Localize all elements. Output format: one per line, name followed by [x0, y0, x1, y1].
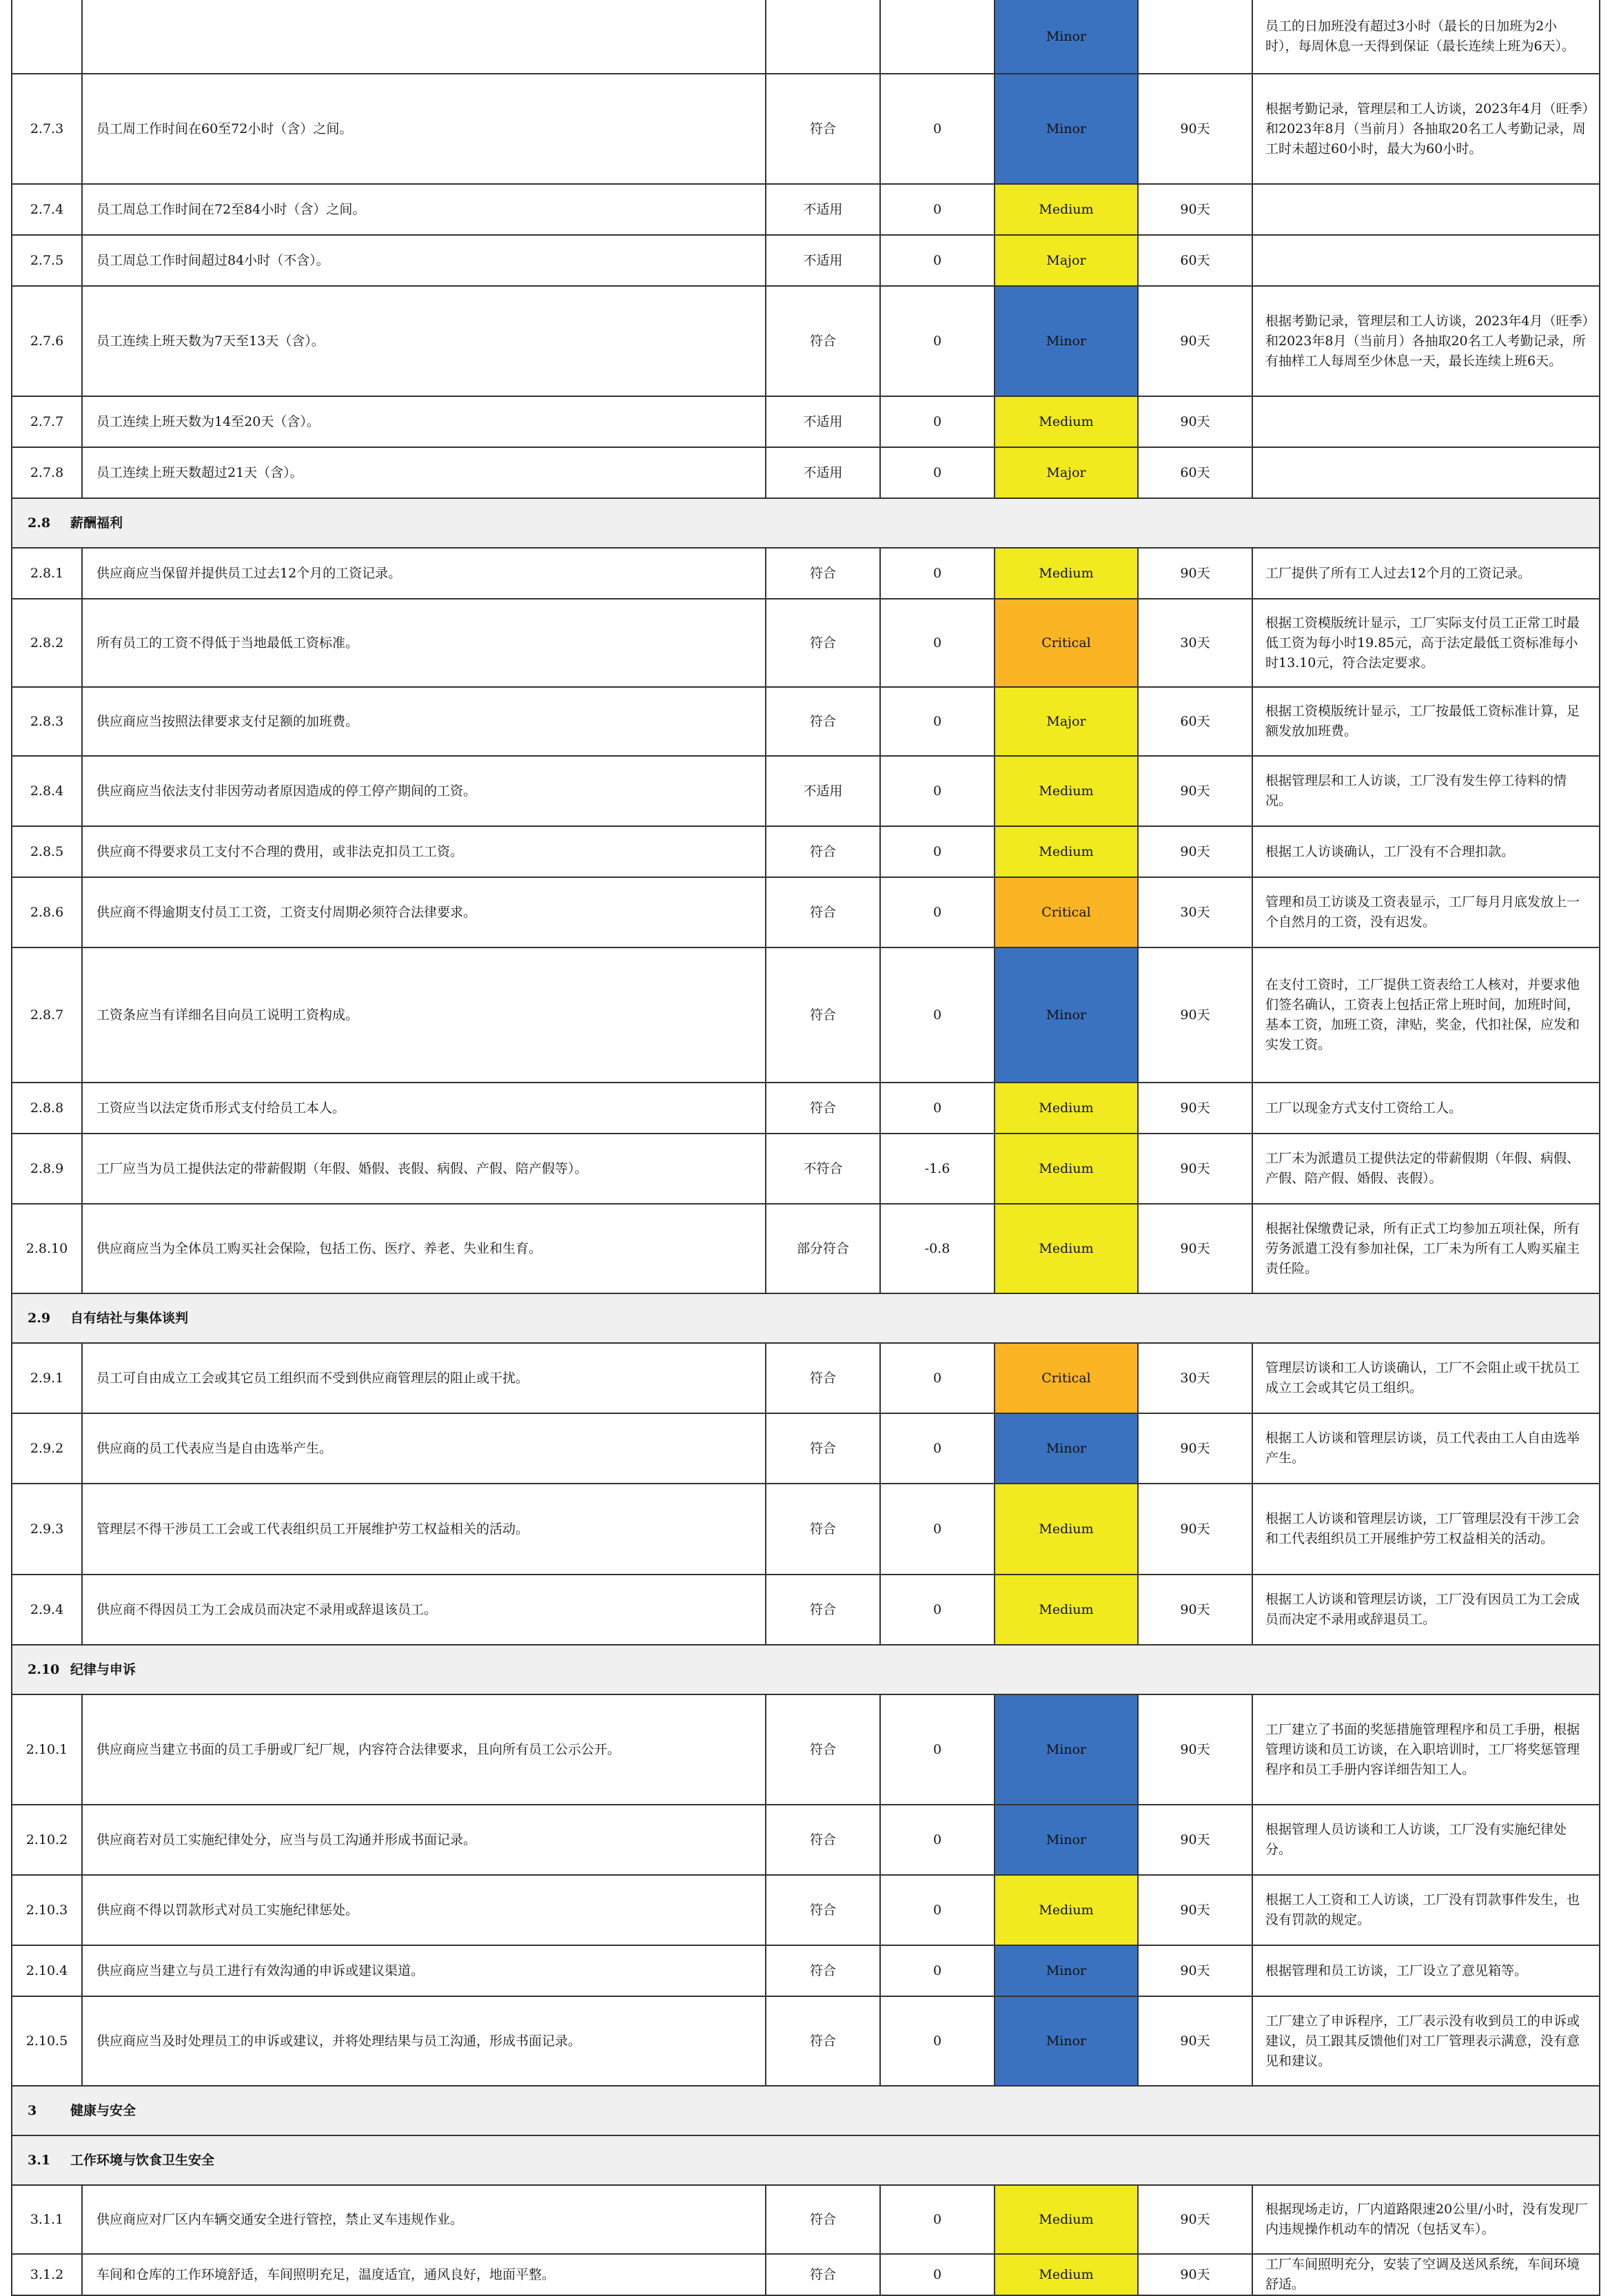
score-cell: 0 [880, 947, 995, 1083]
score-cell [880, 0, 995, 74]
deadline-cell: 60天 [1138, 235, 1252, 286]
compliance-status-cell [766, 0, 880, 74]
table-row [12, 447, 1600, 498]
deadline-cell: 90天 [1138, 548, 1252, 599]
section-title: 工作环境与饮食卫生安全 [70, 2152, 215, 2168]
item-number-cell: 2.10.2 [12, 1805, 82, 1875]
section-header-row [12, 1293, 1600, 1343]
remark-cell: 工厂未为派遣员工提供法定的带薪假期（年假、病假、产假、陪产假、婚假、丧假）。 [1252, 1134, 1600, 1204]
score-cell: 0 [880, 1694, 995, 1805]
remark-cell: 根据工人访谈和管理层访谈，工厂管理层没有干涉工会和工代表组织员工开展维护劳工权益相关的活动。 [1252, 1484, 1600, 1575]
table-row [12, 1413, 1600, 1484]
remark-cell: 根据工人访谈确认，工厂没有不合理扣款。 [1252, 826, 1600, 877]
section-header-row [12, 2135, 1600, 2185]
remark-cell [1252, 235, 1600, 286]
remark-cell: 根据管理层和工人访谈，工厂没有发生停工待料的情况。 [1252, 756, 1600, 826]
compliance-status-cell: 符合 [766, 1484, 880, 1575]
severity-cell: Medium [995, 1875, 1138, 1945]
score-cell: 0 [880, 235, 995, 286]
item-number-cell: 2.8.3 [12, 687, 82, 756]
section-title: 自有结社与集体谈判 [70, 1310, 189, 1326]
remark-cell: 根据工人访谈和管理层访谈，员工代表由工人自由选举产生。 [1252, 1413, 1600, 1484]
deadline-cell: 90天 [1138, 1204, 1252, 1293]
section-title: 薪酬福利 [70, 515, 123, 531]
requirement-cell: 员工周总工作时间在72至84小时（含）之间。 [82, 184, 766, 235]
deadline-cell: 90天 [1138, 947, 1252, 1083]
requirement-cell: 工厂应当为员工提供法定的带薪假期（年假、婚假、丧假、病假、产假、陪产假等）。 [82, 1134, 766, 1204]
section-number: 3 [28, 2102, 37, 2118]
deadline-cell: 90天 [1138, 184, 1252, 235]
requirement-cell: 供应商若对员工实施纪律处分，应当与员工沟通并形成书面记录。 [82, 1805, 766, 1875]
severity-cell: Medium [995, 756, 1138, 826]
severity-cell: Medium [995, 1204, 1138, 1293]
score-cell: 0 [880, 1083, 995, 1134]
remark-cell: 根据社保缴费记录，所有正式工均参加五项社保，所有劳务派遣工没有参加社保，工厂未为所有工人购买雇主责任险。 [1252, 1204, 1600, 1293]
severity-cell: Medium [995, 184, 1138, 235]
severity-cell: Minor [995, 1805, 1138, 1875]
table-row [12, 687, 1600, 756]
table-row [12, 826, 1600, 877]
severity-cell: Minor [995, 74, 1138, 184]
deadline-cell: 90天 [1138, 1945, 1252, 1996]
compliance-status-cell: 不适用 [766, 396, 880, 447]
compliance-status-cell: 符合 [766, 1694, 880, 1805]
requirement-cell: 供应商的员工代表应当是自由选举产生。 [82, 1413, 766, 1484]
requirement-cell: 员工连续上班天数超过21天（含）。 [82, 447, 766, 498]
requirement-cell: 供应商不得以罚款形式对员工实施纪律惩处。 [82, 1875, 766, 1945]
section-number: 2.9 [28, 1310, 51, 1326]
section-number: 3.1 [28, 2152, 51, 2168]
compliance-status-cell: 符合 [766, 1413, 880, 1484]
requirement-cell: 供应商不得因员工为工会成员而决定不录用或辞退该员工。 [82, 1575, 766, 1645]
deadline-cell: 90天 [1138, 396, 1252, 447]
score-cell: 0 [880, 447, 995, 498]
section-header-row [12, 498, 1600, 548]
item-number-cell: 2.8.6 [12, 877, 82, 947]
item-number-cell [12, 0, 82, 74]
requirement-cell: 所有员工的工资不得低于当地最低工资标准。 [82, 599, 766, 687]
item-number-cell: 2.8.4 [12, 756, 82, 826]
compliance-status-cell: 符合 [766, 1343, 880, 1413]
table-row [12, 235, 1600, 286]
table-row [12, 0, 1600, 74]
requirement-cell: 供应商应当建立书面的员工手册或厂纪厂规，内容符合法律要求，且向所有员工公示公开。 [82, 1694, 766, 1805]
deadline-cell: 90天 [1138, 2185, 1252, 2254]
item-number-cell: 2.7.4 [12, 184, 82, 235]
table-row [12, 947, 1600, 1083]
deadline-cell: 90天 [1138, 1083, 1252, 1134]
section-number: 2.8 [28, 515, 51, 531]
section-header-cell [12, 2135, 1600, 2185]
item-number-cell: 2.7.7 [12, 396, 82, 447]
requirement-cell: 供应商应当保留并提供员工过去12个月的工资记录。 [82, 548, 766, 599]
compliance-status-cell: 符合 [766, 1575, 880, 1645]
section-header-cell [12, 1293, 1600, 1343]
compliance-status-cell: 符合 [766, 877, 880, 947]
table-row [12, 74, 1600, 184]
remark-cell: 员工的日加班没有超过3小时（最长的日加班为2小时），每周休息一天得到保证（最长连续上班为6天）。 [1252, 0, 1600, 74]
requirement-cell: 供应商应当依法支付非因劳动者原因造成的停工停产期间的工资。 [82, 756, 766, 826]
table-row [12, 599, 1600, 687]
deadline-cell: 90天 [1138, 1484, 1252, 1575]
score-cell: 0 [880, 1343, 995, 1413]
table-row [12, 2254, 1600, 2295]
table-row [12, 548, 1600, 599]
section-header-row [12, 2086, 1600, 2135]
score-cell: 0 [880, 184, 995, 235]
compliance-status-cell: 符合 [766, 1875, 880, 1945]
remark-cell: 管理和员工访谈及工资表显示，工厂每月月底发放上一个自然月的工资，没有迟发。 [1252, 877, 1600, 947]
severity-cell: Medium [995, 1575, 1138, 1645]
requirement-cell: 员工连续上班天数为7天至13天（含）。 [82, 286, 766, 396]
remark-cell: 根据工资模版统计显示，工厂实际支付员工正常工时最低工资为每小时19.85元，高于法定最低工资标准每小时13.10元，符合法定要求。 [1252, 599, 1600, 687]
compliance-status-cell: 符合 [766, 2185, 880, 2254]
requirement-cell: 员工可自由成立工会或其它员工组织而不受到供应商管理层的阻止或干扰。 [82, 1343, 766, 1413]
requirement-cell: 员工周工作时间在60至72小时（含）之间。 [82, 74, 766, 184]
severity-cell: Medium [995, 1484, 1138, 1575]
requirement-cell [82, 0, 766, 74]
deadline-cell [1138, 0, 1252, 74]
compliance-status-cell: 符合 [766, 74, 880, 184]
deadline-cell: 60天 [1138, 687, 1252, 756]
score-cell: 0 [880, 74, 995, 184]
item-number-cell: 2.9.4 [12, 1575, 82, 1645]
score-cell: 0 [880, 756, 995, 826]
severity-cell: Medium [995, 548, 1138, 599]
item-number-cell: 2.8.9 [12, 1134, 82, 1204]
audit-checklist-sheet [11, 0, 1599, 2296]
severity-cell: Major [995, 687, 1138, 756]
score-cell: -1.6 [880, 1134, 995, 1204]
severity-cell: Critical [995, 877, 1138, 947]
section-header-cell [12, 1645, 1600, 1694]
audit-checklist-table [11, 0, 1600, 2296]
remark-cell: 根据现场走访，厂内道路限速20公里/小时，没有发现厂内违规操作机动车的情况（包括叉车）。 [1252, 2185, 1600, 2254]
compliance-status-cell: 符合 [766, 599, 880, 687]
remark-cell: 根据考勤记录，管理层和工人访谈，2023年4月（旺季）和2023年8月（当前月）各抽取20名工人考勤记录，周工时未超过60小时，最大为60小时。 [1252, 74, 1600, 184]
item-number-cell: 2.7.6 [12, 286, 82, 396]
section-title: 纪律与申诉 [70, 1661, 136, 1677]
requirement-cell: 供应商应当按照法律要求支付足额的加班费。 [82, 687, 766, 756]
compliance-status-cell: 符合 [766, 1945, 880, 1996]
compliance-status-cell: 符合 [766, 947, 880, 1083]
deadline-cell: 30天 [1138, 877, 1252, 947]
requirement-cell: 管理层不得干涉员工工会或工代表组织员工开展维护劳工权益相关的活动。 [82, 1484, 766, 1575]
deadline-cell: 30天 [1138, 599, 1252, 687]
compliance-status-cell: 符合 [766, 826, 880, 877]
deadline-cell: 90天 [1138, 756, 1252, 826]
item-number-cell: 2.7.5 [12, 235, 82, 286]
deadline-cell: 60天 [1138, 447, 1252, 498]
deadline-cell: 90天 [1138, 1413, 1252, 1484]
deadline-cell: 90天 [1138, 74, 1252, 184]
remark-cell [1252, 396, 1600, 447]
severity-cell: Medium [995, 1134, 1138, 1204]
item-number-cell: 3.1.1 [12, 2185, 82, 2254]
severity-cell: Medium [995, 826, 1138, 877]
score-cell: 0 [880, 1413, 995, 1484]
table-row [12, 1694, 1600, 1805]
table-row [12, 184, 1600, 235]
item-number-cell: 2.8.1 [12, 548, 82, 599]
item-number-cell: 2.8.7 [12, 947, 82, 1083]
compliance-status-cell: 部分符合 [766, 1204, 880, 1293]
item-number-cell: 3.1.2 [12, 2254, 82, 2295]
compliance-status-cell: 符合 [766, 687, 880, 756]
requirement-cell: 供应商不得逾期支付员工工资，工资支付周期必须符合法律要求。 [82, 877, 766, 947]
compliance-status-cell: 符合 [766, 1996, 880, 2086]
deadline-cell: 90天 [1138, 286, 1252, 396]
score-cell: 0 [880, 1875, 995, 1945]
table-row [12, 1875, 1600, 1945]
deadline-cell: 90天 [1138, 1996, 1252, 2086]
table-row [12, 1134, 1600, 1204]
severity-cell: Minor [995, 1945, 1138, 1996]
compliance-status-cell: 符合 [766, 286, 880, 396]
checklist-rows [12, 0, 1600, 2295]
table-row [12, 1945, 1600, 1996]
table-row [12, 1575, 1600, 1645]
table-row [12, 2185, 1600, 2254]
table-row [12, 396, 1600, 447]
remark-cell: 管理层访谈和工人访谈确认，工厂不会阻止或干扰员工成立工会或其它员工组织。 [1252, 1343, 1600, 1413]
deadline-cell: 30天 [1138, 1343, 1252, 1413]
score-cell: 0 [880, 286, 995, 396]
remark-cell: 工厂建立了申诉程序，工厂表示没有收到员工的申诉或建议，员工跟其反馈他们对工厂管理表示满意，没有意见和建议。 [1252, 1996, 1600, 2086]
score-cell: 0 [880, 1484, 995, 1575]
score-cell: 0 [880, 548, 995, 599]
deadline-cell: 90天 [1138, 1805, 1252, 1875]
requirement-cell: 车间和仓库的工作环境舒适，车间照明充足，温度适宜，通风良好，地面平整。 [82, 2254, 766, 2295]
remark-cell: 工厂提供了所有工人过去12个月的工资记录。 [1252, 548, 1600, 599]
severity-cell: Critical [995, 599, 1138, 687]
requirement-cell: 供应商不得要求员工支付不合理的费用，或非法克扣员工工资。 [82, 826, 766, 877]
severity-cell: Major [995, 235, 1138, 286]
score-cell: 0 [880, 1575, 995, 1645]
compliance-status-cell: 符合 [766, 1083, 880, 1134]
remark-cell: 根据考勤记录，管理层和工人访谈，2023年4月（旺季）和2023年8月（当前月）各抽取20名工人考勤记录，所有抽样工人每周至少休息一天，最长连续上班6天。 [1252, 286, 1600, 396]
severity-cell: Minor [995, 1413, 1138, 1484]
section-title: 健康与安全 [70, 2102, 136, 2118]
table-row [12, 1805, 1600, 1875]
item-number-cell: 2.9.1 [12, 1343, 82, 1413]
score-cell: 0 [880, 1805, 995, 1875]
section-header-row [12, 1645, 1600, 1694]
item-number-cell: 2.10.5 [12, 1996, 82, 2086]
requirement-cell: 供应商应对厂区内车辆交通安全进行管控，禁止叉车违规作业。 [82, 2185, 766, 2254]
item-number-cell: 2.8.2 [12, 599, 82, 687]
requirement-cell: 供应商应当为全体员工购买社会保险，包括工伤、医疗、养老、失业和生育。 [82, 1204, 766, 1293]
severity-cell: Minor [995, 0, 1138, 74]
table-row [12, 1083, 1600, 1134]
remark-cell: 根据工资模版统计显示，工厂按最低工资标准计算，足额发放加班费。 [1252, 687, 1600, 756]
severity-cell: Major [995, 447, 1138, 498]
deadline-cell: 90天 [1138, 2254, 1252, 2295]
score-cell: 0 [880, 687, 995, 756]
requirement-cell: 工资条应当有详细名目向员工说明工资构成。 [82, 947, 766, 1083]
table-row [12, 1996, 1600, 2086]
section-header-cell [12, 2086, 1600, 2135]
remark-cell: 根据工人访谈和管理层访谈，工厂没有因员工为工会成员而决定不录用或辞退员工。 [1252, 1575, 1600, 1645]
score-cell: 0 [880, 2254, 995, 2295]
severity-cell: Minor [995, 947, 1138, 1083]
compliance-status-cell: 符合 [766, 1805, 880, 1875]
remark-cell: 工厂以现金方式支付工资给工人。 [1252, 1083, 1600, 1134]
remark-cell: 在支付工资时，工厂提供工资表给工人核对，并要求他们签名确认，工资表上包括正常上班时间，加班时间，基本工资，加班工资，津贴，奖金，代扣社保，应发和实发工资。 [1252, 947, 1600, 1083]
item-number-cell: 2.8.8 [12, 1083, 82, 1134]
remark-cell: 工厂建立了书面的奖惩措施管理程序和员工手册，根据管理访谈和员工访谈，在入职培训时，工厂将奖惩管理程序和员工手册内容详细告知工人。 [1252, 1694, 1600, 1805]
requirement-cell: 供应商应当及时处理员工的申诉或建议，并将处理结果与员工沟通，形成书面记录。 [82, 1996, 766, 2086]
requirement-cell: 员工连续上班天数为14至20天（含）。 [82, 396, 766, 447]
remark-cell: 根据工人工资和工人访谈，工厂没有罚款事件发生，也没有罚款的规定。 [1252, 1875, 1600, 1945]
score-cell: 0 [880, 877, 995, 947]
item-number-cell: 2.10.1 [12, 1694, 82, 1805]
remark-cell [1252, 184, 1600, 235]
item-number-cell: 2.9.3 [12, 1484, 82, 1575]
severity-cell: Medium [995, 396, 1138, 447]
severity-cell: Critical [995, 1343, 1138, 1413]
item-number-cell: 2.10.4 [12, 1945, 82, 1996]
severity-cell: Medium [995, 2254, 1138, 2295]
compliance-status-cell: 符合 [766, 2254, 880, 2295]
item-number-cell: 2.7.8 [12, 447, 82, 498]
severity-cell: Minor [995, 1996, 1138, 2086]
compliance-status-cell: 符合 [766, 548, 880, 599]
deadline-cell: 90天 [1138, 1694, 1252, 1805]
compliance-status-cell: 不适用 [766, 447, 880, 498]
score-cell: 0 [880, 1945, 995, 1996]
table-row [12, 877, 1600, 947]
score-cell: 0 [880, 826, 995, 877]
severity-cell: Medium [995, 1083, 1138, 1134]
deadline-cell: 90天 [1138, 826, 1252, 877]
section-header-cell [12, 498, 1600, 548]
severity-cell: Minor [995, 286, 1138, 396]
section-number: 2.10 [28, 1661, 60, 1677]
item-number-cell: 2.7.3 [12, 74, 82, 184]
deadline-cell: 90天 [1138, 1134, 1252, 1204]
deadline-cell: 90天 [1138, 1875, 1252, 1945]
severity-cell: Minor [995, 1694, 1138, 1805]
compliance-status-cell: 不适用 [766, 235, 880, 286]
score-cell: 0 [880, 599, 995, 687]
item-number-cell: 2.8.10 [12, 1204, 82, 1293]
table-row [12, 756, 1600, 826]
remark-cell: 根据管理人员访谈和工人访谈，工厂没有实施纪律处分。 [1252, 1805, 1600, 1875]
requirement-cell: 员工周总工作时间超过84小时（不含）。 [82, 235, 766, 286]
remark-cell: 根据管理和员工访谈，工厂设立了意见箱等。 [1252, 1945, 1600, 1996]
item-number-cell: 2.8.5 [12, 826, 82, 877]
compliance-status-cell: 不适用 [766, 756, 880, 826]
table-row [12, 286, 1600, 396]
requirement-cell: 供应商应当建立与员工进行有效沟通的申诉或建议渠道。 [82, 1945, 766, 1996]
severity-cell: Medium [995, 2185, 1138, 2254]
compliance-status-cell: 不符合 [766, 1134, 880, 1204]
score-cell: 0 [880, 396, 995, 447]
item-number-cell: 2.9.2 [12, 1413, 82, 1484]
compliance-status-cell: 不适用 [766, 184, 880, 235]
score-cell: 0 [880, 1996, 995, 2086]
score-cell: -0.8 [880, 1204, 995, 1293]
item-number-cell: 2.10.3 [12, 1875, 82, 1945]
table-row [12, 1343, 1600, 1413]
remark-cell: 工厂车间照明充分，安装了空调及送风系统，车间环境舒适。 [1252, 2254, 1600, 2295]
requirement-cell: 工资应当以法定货币形式支付给员工本人。 [82, 1083, 766, 1134]
score-cell: 0 [880, 2185, 995, 2254]
table-row [12, 1484, 1600, 1575]
deadline-cell: 90天 [1138, 1575, 1252, 1645]
table-row [12, 1204, 1600, 1293]
remark-cell [1252, 447, 1600, 498]
